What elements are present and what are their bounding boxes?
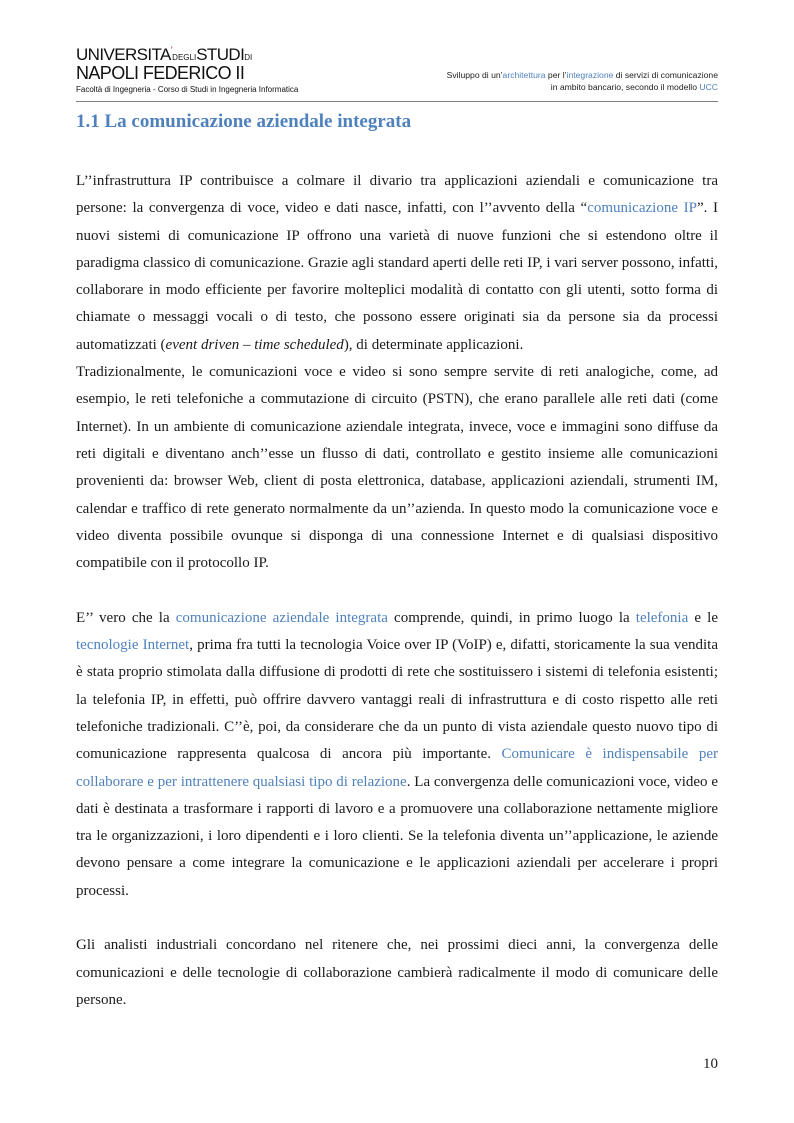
paragraph-3: E’’ vero che la comunicazione aziendale integrata comprende, quindi, in primo luogo la telefonia e le tecnologie Internet, prima fra tutti la tecnologia Voice over IP (VoIP) e, difatti, storicamente la sua vendita è stata proprio stimolata dalla diffusione di prodotti di rete che sostituissero i sistemi di telefonia esistenti; la telefonia IP, in effetti, può offrire davvero vantaggi reali di infrastruttura e di costo rispetto alle reti telefoniche tradizionali. C’’è, poi, da considerare che da un punto di vista aziendale questo nuovo tipo di comunicazione rappresenta qualcosa di ancora più importante. Comunicare è indispensabile per collaborare e per intrattenere qualsiasi tipo di relazione. La convergenza delle comunicazioni voce, video e dati è destinata a trasformare i rapporti di lavoro e a promuovere una collaborazione nettamente migliore tra le organizzazioni, i loro dipendenti e i loro clienti. Se la telefonia diventa un’’applicazione, le aziende devono pensare a come integrare la comunicazione e le applicazioni aziendali per accelerare i propri processi. xyxy=(76,609,719,899)
page-number: 10 xyxy=(703,1056,718,1072)
page-header xyxy=(76,44,718,102)
paragraph-gap xyxy=(76,577,718,604)
link-telefonia[interactable]: telefonia xyxy=(635,609,689,626)
logo-text-degli: DEGLI xyxy=(172,53,197,62)
paragraph-1: L’’infrastruttura IP contribuisce a colmare il divario tra applicazioni aziendali e comunicazione tra persone: la convergenza di voce, video e dati nasce, infatti, con l’’avvento della “comunicazione IP”. I nuovi sistemi di comunicazione IP offrono una varietà di nuove funzioni che si estendono oltre il paradigma classico di comunicazione. Grazie agli standard aperti delle reti IP, i vari server possono, infatti, collaborare in modo efficiente per favorire molteplici modalità di contatto con gli utenti, sotto forma di chiamate o messaggi vocali o di testo, che possono essere originati sia da persone sia da processi automatizzati (event driven – time scheduled), di determinate applicazioni. xyxy=(76,173,718,353)
logo-mark: ’ xyxy=(170,45,173,55)
link-comunicare[interactable]: Comunicare è indispensabile per collaborare e per intrattenere qualsiasi tipo di relazione xyxy=(76,746,719,790)
document-subtitle: Sviluppo di un’architettura per l’integrazione di servizi di comunicazione in ambito bancario, secondo il modello UCC xyxy=(446,70,718,92)
paragraph-4: Gli analisti industriali concordano nel ritenere che, nei prossimi dieci anni, la convergenza delle comunicazioni e delle tecnologie di collaborazione cambierà radicalmente il modo di comunicare delle persone. xyxy=(76,937,718,1008)
logo-line-university xyxy=(76,46,298,63)
logo-text-studi: STUDI xyxy=(196,45,245,64)
logo-line-napoli: NAPOLI FEDERICO II xyxy=(76,63,245,83)
link-comunicazione-aziendale-integrata[interactable]: comunicazione aziendale integrata xyxy=(175,609,388,626)
link-tecnologie-internet[interactable]: tecnologie Internet xyxy=(76,637,190,654)
logo-text-di: DI xyxy=(244,53,253,62)
university-logo xyxy=(76,46,298,94)
logo-text-universita: UNIVERSITA xyxy=(76,45,171,64)
paragraph-2: Tradizionalmente, le comunicazioni voce e video si sono sempre servite di reti analogiche, come, ad esempio, le reti telefoniche a commutazione di circuito (PSTN), che erano parallele alle reti dati (come Internet). In un ambiente di comunicazione aziendale integrata, invece, voce e immagini sono diffuse da reti digitali e diventano anch’’esse un flusso di dati, controllato e gestito insieme alle comunicazioni provenienti da: browser Web, client di posta elettronica, database, applicazioni aziendali, strumenti IM, calendar e traffico di rete generato normalmente da un’’azienda. In questo modo la comunicazione voce e video diventa possibile ovunque si disponga di una connessione Internet e di qualsiasi dispositivo compatibile con il protocollo IP. xyxy=(76,364,718,572)
emphasis-event-driven: event driven – time scheduled xyxy=(165,336,344,353)
logo-faculty: Facoltà di Ingegneria - Corso di Studi in Ingegneria Informatica xyxy=(76,85,299,94)
section-title: 1.1 La comunicazione aziendale integrata xyxy=(76,111,412,132)
paragraph-gap xyxy=(76,905,718,932)
link-integrazione[interactable]: integrazione xyxy=(566,70,614,80)
link-architettura[interactable]: architettura xyxy=(502,70,546,80)
body-text xyxy=(76,168,718,1014)
link-ucc[interactable]: UCC xyxy=(699,82,718,92)
link-comunicazione-ip[interactable]: comunicazione IP xyxy=(587,200,697,217)
